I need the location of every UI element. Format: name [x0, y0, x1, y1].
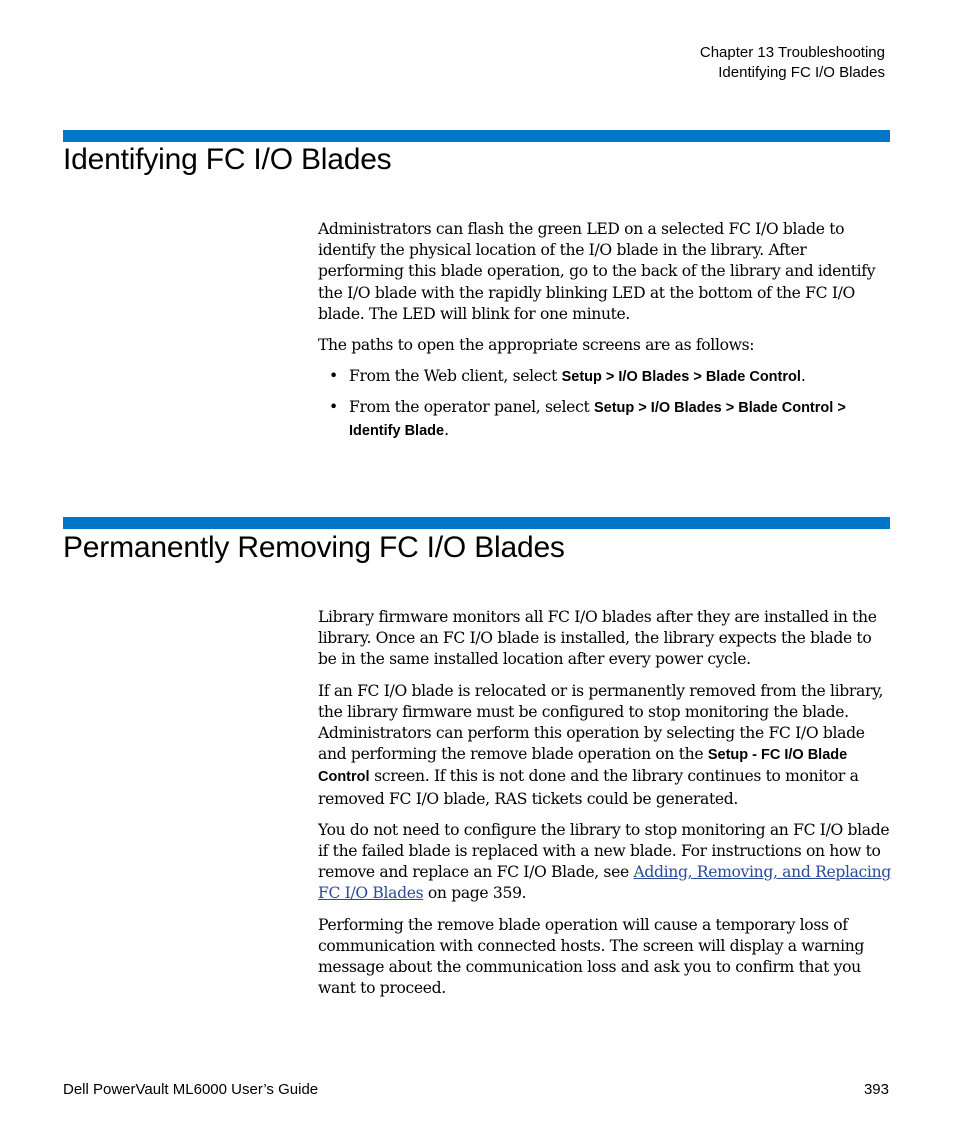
paragraph — [318, 820, 893, 905]
list-item-prefix: From the operator panel, select — [349, 398, 594, 417]
list-item-suffix: . — [800, 367, 806, 386]
header-chapter: Chapter 13 Troubleshooting — [699, 44, 885, 61]
paragraph-text: screen. If this is not done and the library continues to monitor a removed FC I/O blade, RAS tickets could be generated. — [318, 767, 859, 808]
running-header — [700, 43, 885, 83]
cross-reference-link[interactable]: Adding, Removing, and Replacing FC I/O Blades — [318, 863, 891, 903]
footer-title: Dell PowerVault ML6000 User’s Guide — [63, 1081, 319, 1098]
header-section: Identifying FC I/O Blades — [718, 64, 885, 81]
path-list — [318, 366, 893, 442]
paragraph-text: If an FC I/O blade is relocated or is permanently removed from the library, the library firmware must be configured to stop monitoring the blade. Administrators can perform this operation by selecting the FC I/O blade and performing the remove blade operation on the — [318, 681, 884, 764]
bullet-icon: • — [329, 398, 338, 417]
section-rule-removing — [63, 517, 890, 529]
paragraph: Performing the remove blade operation will cause a temporary loss of communication with connected hosts. The screen will display a warning message about the communication loss and ask you to confirm that you want to proceed. — [318, 915, 865, 998]
list-item — [318, 397, 893, 441]
paragraph: Library firmware monitors all FC I/O blades after they are installed in the library. Once an FC I/O blade is installed, the library expects the blade to be in the same installed location after every power cycle. — [318, 608, 877, 669]
paragraph-text: on page 359. — [423, 884, 527, 903]
paragraph: Administrators can flash the green LED on a selected FC I/O blade to identify the physical location of the I/O blade in the library. After performing this blade operation, go to the back of the library and identify the I/O blade with the rapidly blinking LED at the bottom of the FC I/O blade. The LED will blink for one minute. — [318, 220, 876, 323]
section-body-removing — [318, 607, 893, 1009]
ui-screen-name: Setup - FC I/O Blade Control — [318, 747, 848, 786]
paragraph-text: You do not need to configure the library to stop monitoring an FC I/O blade if the failed blade is replaced with a new blade. For instructions on how to remove and replace an FC I/O Blade, see — [318, 820, 890, 882]
bullet-icon: • — [329, 367, 338, 386]
list-item-suffix: . — [444, 420, 449, 439]
section-title-identifying: Identifying FC I/O Blades — [63, 143, 392, 176]
paragraph: The paths to open the appropriate screens are as follows: — [318, 336, 755, 355]
section-title-removing: Permanently Removing FC I/O Blades — [63, 531, 565, 564]
list-item — [318, 366, 893, 388]
section-rule-identifying — [63, 130, 890, 142]
ui-path: Setup > I/O Blades > Blade Control > Identify Blade — [349, 400, 846, 439]
page-number: 393 — [863, 1081, 889, 1098]
section-body-identifying — [318, 219, 893, 451]
ui-path: Setup > I/O Blades > Blade Control — [561, 369, 801, 386]
list-item-prefix: From the Web client, select — [349, 367, 562, 386]
paragraph — [318, 681, 893, 810]
